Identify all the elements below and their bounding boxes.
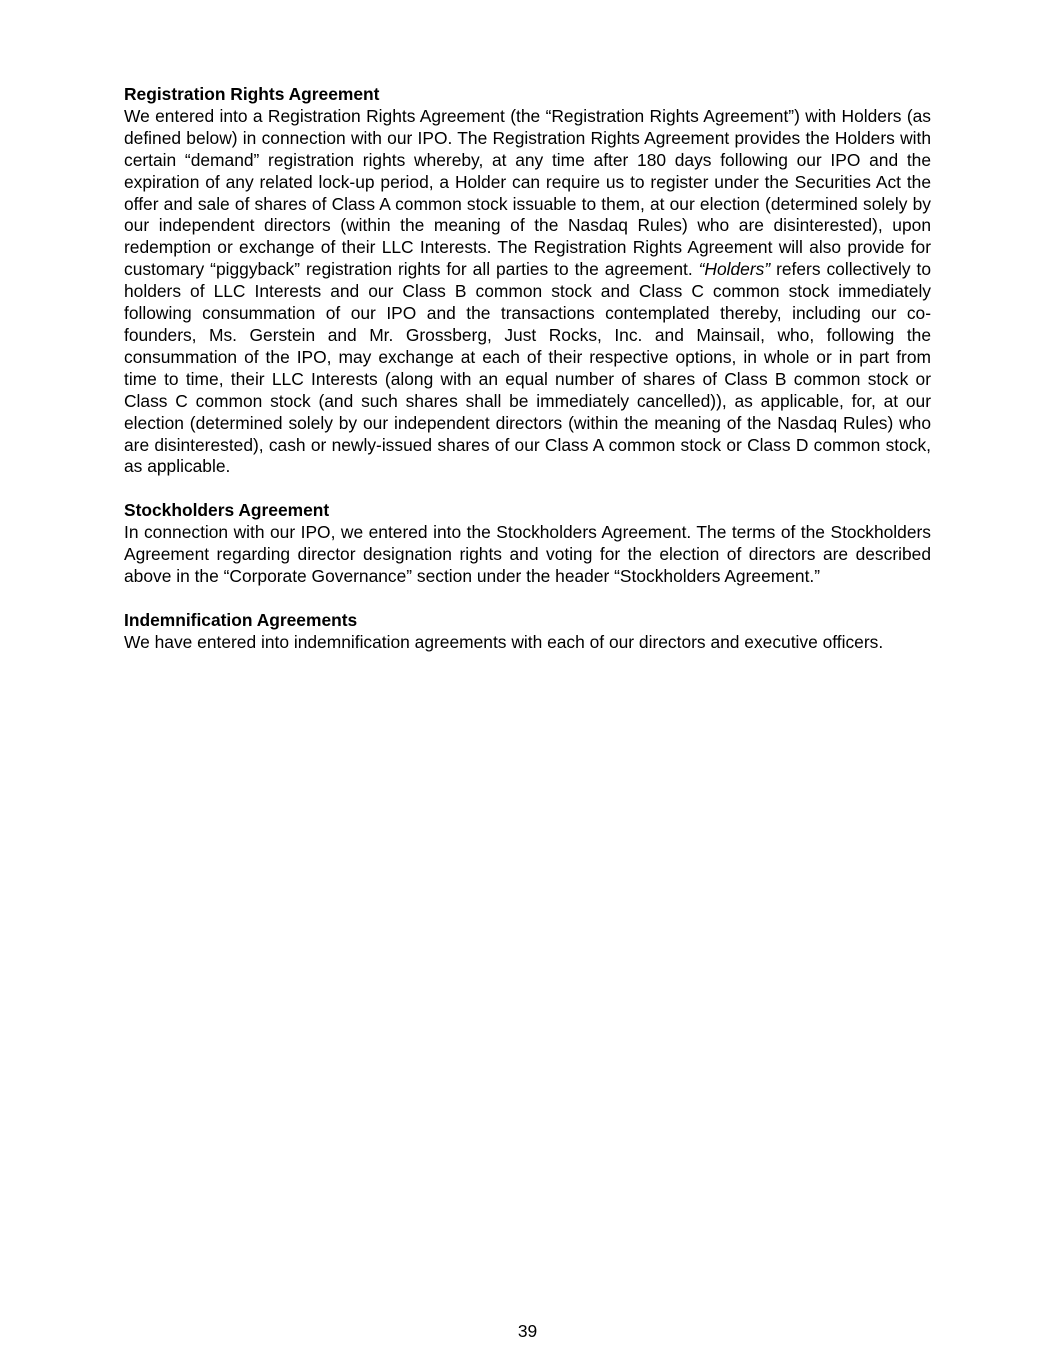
page-content xyxy=(124,84,931,675)
defined-term-holders: “Holders” xyxy=(698,259,771,280)
page-number: 39 xyxy=(517,1321,538,1341)
section-stockholders-agreement xyxy=(124,500,931,588)
section-paragraph: We have entered into indemnification agreements with each of our directors and executive officers. xyxy=(124,631,884,652)
section-paragraph: In connection with our IPO, we entered into the Stockholders Agreement. The terms of the Stockholders Agreement regarding director designation rights and voting for the election of directors are described above in the “Corporate Governance” section under the header “Stockholders Agreement.” xyxy=(124,522,931,586)
section-paragraph xyxy=(124,106,931,478)
section-heading: Registration Rights Agreement xyxy=(124,84,380,104)
paragraph-text: We entered into a Registration Rights Agreement (the “Registration Rights Agreement”) with Holders (as defined below) in connection with our IPO. The Registration Rights Agreement provides the Holders with certain “demand” registration rights whereby, at any time after 180 days following our IPO and the expiration of any related lock-up period, a Holder can require us to register under the Securities Act the offer and sale of shares of Class A common stock issuable to them, at our election (determined solely by our independent directors (within the meaning of the Nasdaq Rules) who are disinterested), upon redemption or exchange of their LLC Interests. The Registration Rights Agreement will also provide for customary “piggyback” registration rights for all parties to the agreement. xyxy=(124,105,931,280)
paragraph-text: refers collectively to holders of LLC Interests and our Class B common stock and Class C common stock immediately following consummation of our IPO and the transactions contemplated thereby, including our co-founders, Ms. Gerstein and Mr. Grossberg, Just Rocks, Inc. and Mainsail, who, following the consummation of the IPO, may exchange at each of their respective options, in whole or in part from time to time, their LLC Interests (along with an equal number of shares of Class B common stock or Class C common stock (and such shares shall be immediately cancelled)), as applicable, for, at our election (determined solely by our independent directors (within the meaning of the Nasdaq Rules) who are disinterested), cash or newly-issued shares of our Class A common stock or Class D common stock, as applicable. xyxy=(124,259,931,477)
section-heading: Indemnification Agreements xyxy=(124,609,358,630)
section-indemnification-agreements xyxy=(124,610,931,654)
section-registration-rights xyxy=(124,84,931,478)
section-heading: Stockholders Agreement xyxy=(124,500,330,521)
